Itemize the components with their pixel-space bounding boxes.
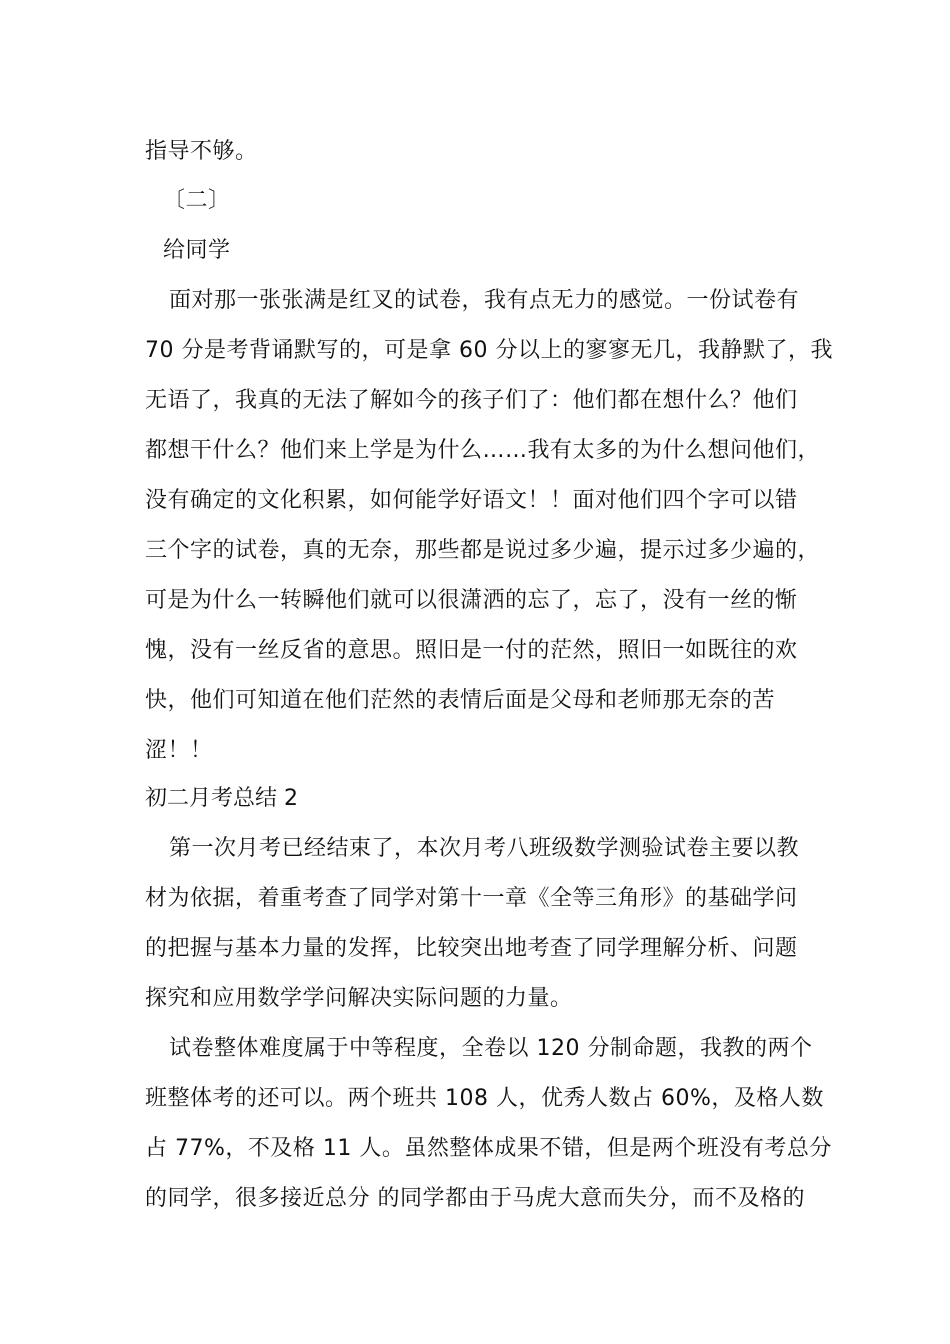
text-line: 面对那一张张满是红叉的试卷，我有点无力的感觉。一份试卷有 xyxy=(169,288,800,313)
text-line: 试卷整体难度属于中等程度，全卷以 120 分制命题，我教的两个 xyxy=(169,1036,813,1061)
text-line: 探究和应用数学学问解决实际问题的力量。 xyxy=(145,986,573,1011)
text-line: 70 分是考背诵默写的，可是拿 60 分以上的寥寥无几，我静默了，我 xyxy=(145,338,833,363)
text-line: 材为依据，着重考查了同学对第十一章《全等三角形》的基础学问 xyxy=(145,886,798,911)
text-line: 三个字的试卷，真的无奈，那些都是说过多少遍，提示过多少遍的， xyxy=(145,538,821,563)
section-number: 〔二〕 xyxy=(163,188,231,213)
text-line: 占 77%，不及格 11 人。虽然整体成果不错，但是两个班没有考总分 xyxy=(145,1136,832,1161)
text-line: 的把握与基本力量的发挥，比较突出地考查了同学理解分析、问题 xyxy=(145,936,798,961)
salutation: 给同学 xyxy=(163,238,231,263)
text-line: 涩！！ xyxy=(145,738,213,763)
text-line: 可是为什么一转瞬他们就可以很潇洒的忘了，忘了，没有一丝的惭 xyxy=(145,588,798,613)
text-line: 快，他们可知道在他们茫然的表情后面是父母和老师那无奈的苦 xyxy=(145,688,776,713)
text-line: 没有确定的文化积累，如何能学好语文！！面对他们四个字可以错 xyxy=(145,488,798,513)
text-line: 指导不够。 xyxy=(145,139,258,164)
text-line: 第一次月考已经结束了，本次月考八班级数学测验试卷主要以教 xyxy=(169,836,800,861)
text-line: 都想干什么？他们来上学是为什么……我有太多的为什么想问他们， xyxy=(145,438,821,463)
section-title: 初二月考总结 2 xyxy=(145,786,298,811)
text-line: 愧，没有一丝反省的意思。照旧是一付的茫然，照旧一如既往的欢 xyxy=(145,638,798,663)
text-line: 无语了，我真的无法了解如今的孩子们了：他们都在想什么？他们 xyxy=(145,388,798,413)
text-line: 的同学，很多接近总分 的同学都由于马虎大意而失分，而不及格的 xyxy=(145,1186,805,1211)
text-line: 班整体考的还可以。两个班共 108 人，优秀人数占 60%，及格人数 xyxy=(145,1086,824,1111)
